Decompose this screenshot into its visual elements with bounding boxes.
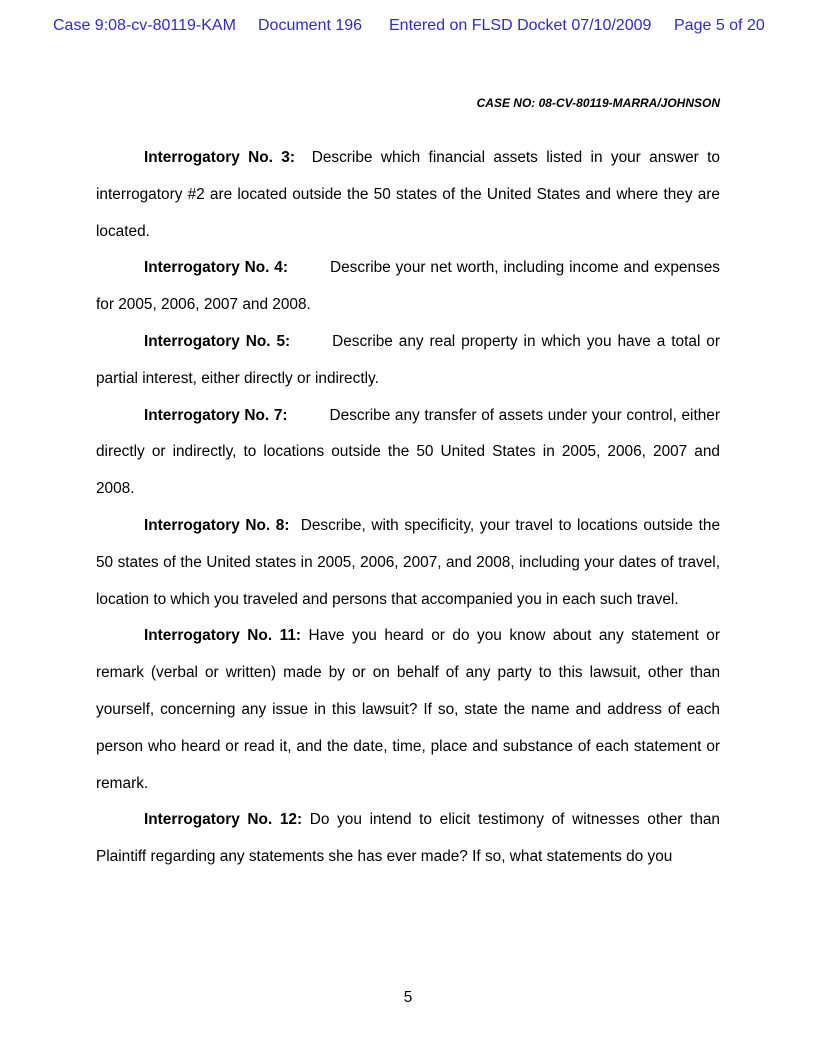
interrogatory-7 [96,398,720,508]
interrogatory-label: Interrogatory No. 12: [144,811,303,829]
interrogatory-text: Describe which financial assets listed in your answer to interrogatory #2 are located outside the 50 states of the United States and where they are located. [96,149,720,240]
interrogatory-label: Interrogatory No. 7: [144,406,288,424]
interrogatory-text: Do you intend to elicit testimony of witnesses other than Plaintiff regarding any statements she has ever made? If so, what statements do you [96,811,720,866]
interrogatory-label: Interrogatory No. 8: [144,516,290,534]
interrogatory-text: Describe your net worth, including income and expenses for 2005, 2006, 2007 and 2008. [96,259,720,314]
interrogatory-5 [96,324,720,398]
interrogatory-label: Interrogatory No. 3: [144,149,295,166]
interrogatory-label: Interrogatory No. 5: [144,332,291,350]
interrogatory-text: Have you heard or do you know about any statement or remark (verbal or written) made by or on behalf of any party to this lawsuit, other than yourself, concerning any issue in this lawsuit? If so, state the name and address of each person who heard or read it, and the date, time, place and substance of each statement or remark. [96,627,720,792]
document-body [96,140,720,876]
interrogatory-text: Describe, with specificity, your travel to locations outside the 50 states of the United states in 2005, 2006, 2007, and 2008, including your dates of travel, location to which you traveled and persons that accompanied you in each such travel. [96,516,720,608]
docket-case-number: Case 9:08-cv-80119-KAM [53,17,236,34]
interrogatory-text: Describe any transfer of assets under your control, either directly or indirectly, to locations outside the 50 United States in 2005, 2006, 2007 and 2008. [96,406,720,498]
interrogatory-label: Interrogatory No. 4: [144,259,288,277]
case-number-heading: CASE NO: 08-CV-80119-MARRA/JOHNSON [476,96,720,110]
interrogatory-4 [96,250,720,324]
interrogatory-3 [96,140,720,250]
docket-page-count: Page 5 of 20 [674,17,765,34]
page-number: 5 [403,989,413,1006]
interrogatory-label: Interrogatory No. 11: [144,627,302,645]
interrogatory-8 [96,508,720,618]
interrogatory-text: Describe any real property in which you have a total or partial interest, either directly or indirectly. [96,332,720,387]
docket-document-number: Document 196 [258,17,363,34]
interrogatory-12 [96,802,720,876]
docket-entry-date: Entered on FLSD Docket 07/10/2009 [389,17,652,34]
interrogatory-11 [96,618,720,802]
